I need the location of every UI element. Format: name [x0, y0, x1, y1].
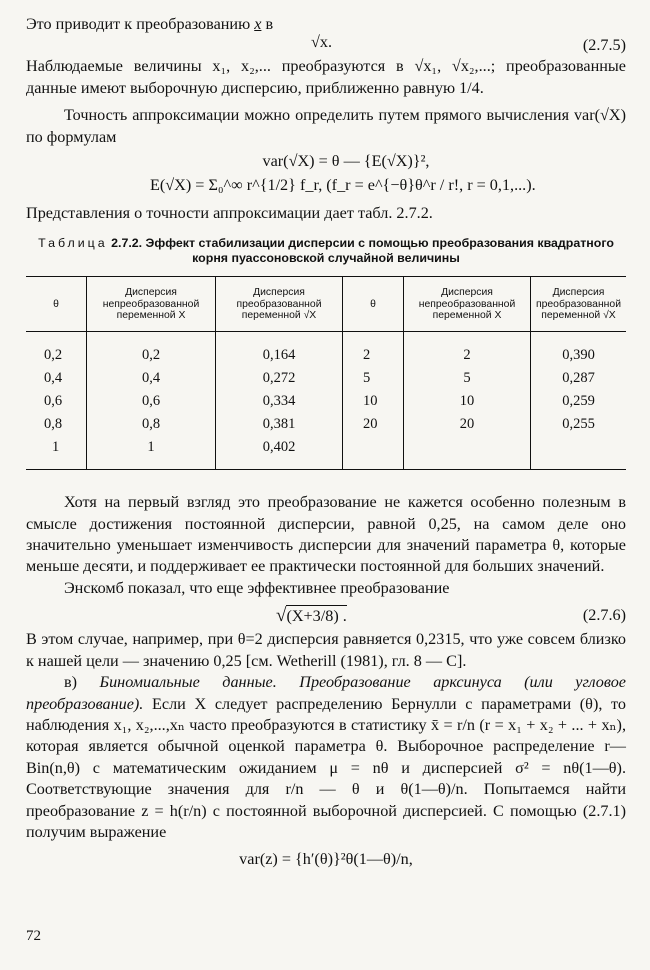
sqrt-symbol: √: [276, 605, 287, 627]
paragraph-observed: Наблюдаемые величины x₁, x₂,... преобразуются в √x₁, √x₂,...; преобразованные данные имеют выборочную дисперсию, приближенно равную 1/4.: [26, 57, 626, 97]
table-cell: 0,2: [26, 332, 87, 368]
paragraph-binomial: [26, 672, 626, 843]
table-header-row: [26, 277, 626, 332]
table-cell: 0,8: [26, 413, 87, 436]
table-cell: 0,255: [562, 416, 595, 433]
formula-var: var(√X) = θ — {E(√X)}²,: [262, 152, 430, 171]
page-number: 72: [26, 928, 41, 944]
table-cell: 0,2: [87, 332, 216, 368]
table-cell: 5: [404, 367, 531, 390]
section-marker: в): [64, 673, 78, 692]
variance-table: [26, 276, 626, 470]
header-theta-1: θ: [26, 277, 87, 332]
table-cell: 0,390: [562, 347, 595, 364]
intro-variable: x: [254, 15, 262, 33]
paragraph-example: В этом случае, например, при θ=2 дисперсия равняется 0,2315, что уже совсем близко к нашей цели — значению 0,25 [см. Wetherill (1981), гл. 8 — C].: [26, 630, 626, 670]
equation-number: (2.7.6): [582, 606, 626, 625]
table-cell: [343, 436, 404, 470]
table-row: [26, 436, 626, 470]
table-cell: 0,287: [562, 370, 595, 387]
table-title: 2.7.2. Эффект стабилизации дисперсии с помощью преобразования квадратного корня пуассоновской случайной величины: [111, 236, 614, 266]
header-var-x-2: Дисперсия непреобразованной переменной X: [404, 277, 531, 332]
equation-2-7-5: [26, 35, 626, 56]
section-heading: Биномиальные данные. Преобразование арксинуса (или угловое преобразование).: [26, 673, 626, 713]
table-cell: 0,259: [562, 393, 595, 410]
table-cell: 0,381: [216, 413, 343, 436]
table-row: [26, 390, 626, 413]
table-cell: 1: [87, 436, 216, 470]
table-caption: [26, 236, 626, 266]
header-var-sqrtx-2: Дисперсия преобразованной переменной √X: [531, 277, 627, 332]
paragraph-anscombe: Энскомб показал, что еще эффективнее преобразование: [64, 578, 450, 597]
paragraph-usefulness: Хотя на первый взгляд это преобразование не кажется особенно полезным в смысле достижения постоянной дисперсии, равной 0,25, на самом деле оно значительно уменьшает изменчивость дисперсии для значений параметра θ, которые меньше десяти, и поддерживает ее практически постоянной для больших значений.: [26, 493, 626, 576]
table-cell: 0,4: [87, 367, 216, 390]
table-cell: 0,6: [87, 390, 216, 413]
header-var-sqrtx-1: Дисперсия преобразованной переменной √X: [216, 277, 343, 332]
table-cell: 0,6: [26, 390, 87, 413]
table-cell: 0,8: [87, 413, 216, 436]
table-cell: 0,334: [216, 390, 343, 413]
table-cell: [404, 436, 531, 470]
header-var-x-1: Дисперсия непреобразованной переменной X: [87, 277, 216, 332]
table-label: Таблица: [38, 236, 108, 251]
equation-number: (2.7.5): [582, 36, 626, 55]
table-cell: 20: [343, 413, 404, 436]
table-cell: 10: [404, 390, 531, 413]
table-cell: 0,402: [216, 436, 343, 470]
equation-expression: √(X+3/8) .: [276, 605, 347, 627]
header-theta-2: θ: [343, 277, 404, 332]
table-cell: 2: [404, 332, 531, 368]
intro-text: Это приводит к преобразованию: [26, 15, 251, 33]
intro-preposition: в: [265, 15, 274, 33]
table-row: [26, 413, 626, 436]
formula-varz: var(z) = {h′(θ)}²θ(1—θ)/n,: [239, 850, 413, 869]
table-cell: 5: [343, 367, 404, 390]
table-cell: 20: [404, 413, 531, 436]
table-cell: 0,4: [26, 367, 87, 390]
equation-expression: √x.: [311, 33, 333, 52]
paragraph-accuracy: Точность аппроксимации можно определить путем прямого вычисления var(√X) по формулам: [26, 106, 626, 146]
table-row: [26, 332, 626, 368]
table-row: [26, 367, 626, 390]
section-text: Если X следует распределению Бернулли с параметрами (θ), то наблюдения x₁, x₂,...,xₙ часто преобразуются в статистику x̄ = r/n (r = x₁ + x₂ + ... + xₙ), которая является обычной оценкой параметра θ. Выборочное распределение r—Bin(n,θ) с математическим ожиданием μ = nθ и дисперсией σ² = nθ(1—θ). Соответствующие значения для r/n — θ и θ(1—θ)/n. Попытаемся найти преобразование z = h(r/n) с постоянной выборочной дисперсией. С помощью (2.7.1) получим выражение: [26, 694, 627, 841]
page-body: [26, 14, 626, 871]
table-cell: 0,164: [216, 332, 343, 368]
formula-expectation: E(√X) = Σ₀^∞ r^{1/2} f_r, (f_r = e^{−θ}θ^r / r!, r = 0,1,...).: [150, 176, 536, 195]
table-cell: 10: [343, 390, 404, 413]
paragraph-table-ref: Представления о точности аппроксимации дает табл. 2.7.2.: [26, 203, 433, 222]
table-cell: 0,272: [216, 367, 343, 390]
table-cell: 2: [343, 332, 404, 368]
table-cell: 1: [26, 436, 87, 470]
table-cell: [531, 436, 627, 470]
equation-2-7-6: [26, 605, 626, 629]
